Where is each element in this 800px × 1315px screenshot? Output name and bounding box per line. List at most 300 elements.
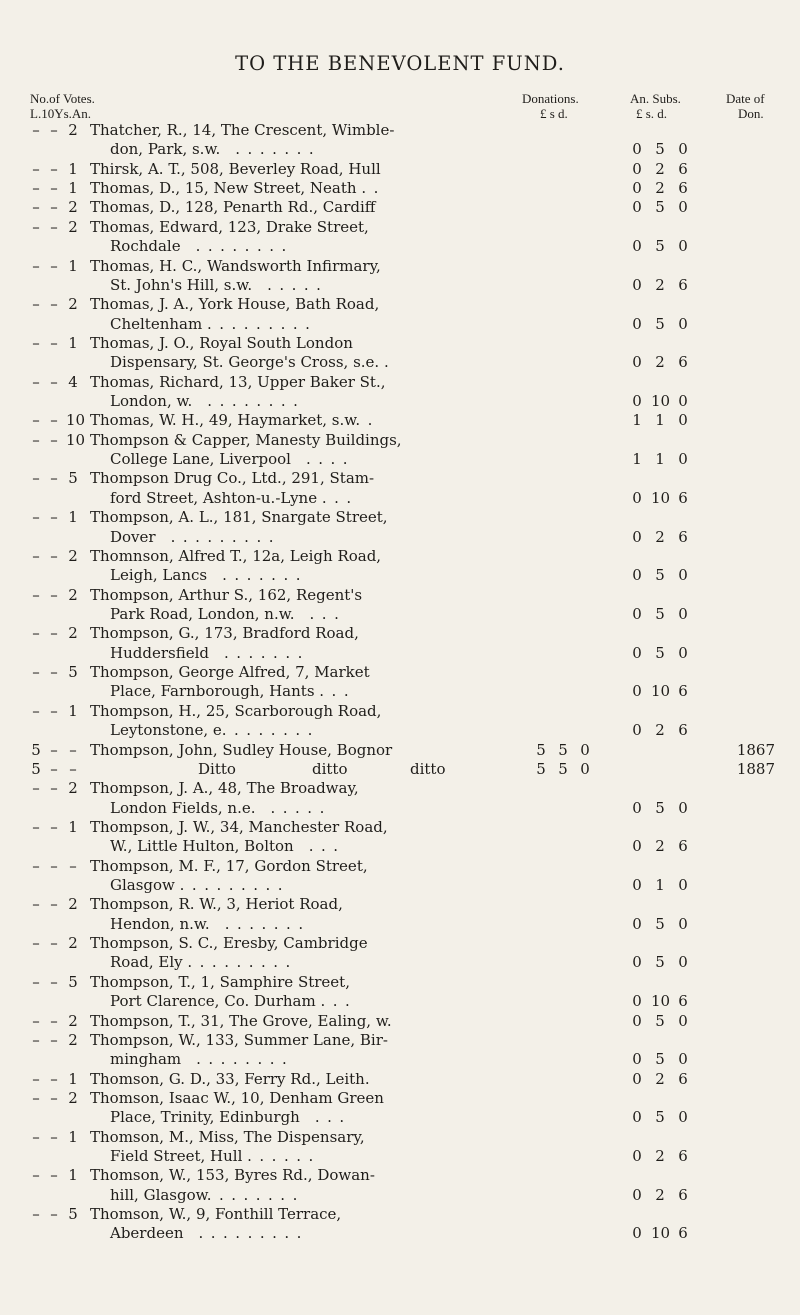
subscription-amount: 0 [632, 1108, 642, 1127]
subscription-amount: 0 [632, 566, 642, 585]
list-item [0, 1147, 800, 1166]
ten-year-votes: – [50, 856, 58, 875]
list-item [0, 605, 800, 624]
list-item [0, 469, 800, 488]
ten-year-votes: – [50, 159, 58, 178]
annual-votes: 4 [68, 372, 78, 391]
life-votes: – [32, 817, 40, 836]
annual-votes: 10 [66, 411, 86, 430]
subscription-amount: 2 [655, 721, 665, 740]
life-votes: – [32, 469, 40, 488]
ten-year-votes: – [50, 411, 58, 430]
subscription-amount: 10 [651, 992, 671, 1011]
subscriber-text: Place, Trinity, Edinburgh . . . [110, 1108, 345, 1127]
life-votes: – [32, 701, 40, 720]
ten-year-votes: – [50, 372, 58, 391]
subscriber-list [0, 121, 800, 1244]
subscriber-text: Thomas, J. A., York House, Bath Road, [90, 295, 380, 314]
list-item [0, 450, 800, 469]
list-item [0, 586, 800, 605]
ten-year-votes: – [50, 779, 58, 798]
annual-votes: 1 [68, 508, 78, 527]
list-item [0, 411, 800, 430]
donation-year: 1867 [736, 740, 775, 759]
subscription-amount: 2 [655, 1069, 665, 1088]
subscription-amount: 0 [678, 314, 688, 333]
list-item [0, 779, 800, 798]
list-item [0, 663, 800, 682]
donation-amount: 0 [580, 740, 590, 759]
list-item [0, 992, 800, 1011]
subscriber-text: Thomnson, Alfred T., 12a, Leigh Road, [90, 546, 382, 565]
ten-year-votes: – [50, 1127, 58, 1146]
ditto-mark: Ditto [198, 759, 236, 778]
life-votes: – [32, 1166, 40, 1185]
annual-votes: 1 [68, 1127, 78, 1146]
subscriber-text: Thomas, D., 128, Penarth Rd., Cardiff [90, 198, 376, 217]
subscription-amount: 0 [632, 527, 642, 546]
list-item [0, 547, 800, 566]
subscription-amount: 0 [678, 643, 688, 662]
subscription-amount: 1 [632, 411, 642, 430]
life-votes: – [32, 179, 40, 198]
list-item [0, 198, 800, 217]
life-votes: – [32, 1205, 40, 1224]
life-votes: – [32, 508, 40, 527]
list-item [0, 334, 800, 353]
life-votes: – [32, 779, 40, 798]
subscription-amount: 0 [678, 914, 688, 933]
ten-year-votes: – [50, 1166, 58, 1185]
subscriber-text: College Lane, Liverpool . . . . [110, 450, 348, 469]
life-votes: – [32, 256, 40, 275]
subscription-amount: 0 [632, 1147, 642, 1166]
list-item [0, 682, 800, 701]
header-subs: An. Subs. [630, 91, 681, 106]
subscription-amount: 1 [655, 411, 665, 430]
subscription-amount: 6 [678, 179, 688, 198]
subscription-amount: 0 [632, 314, 642, 333]
list-item [0, 528, 800, 547]
life-votes: – [32, 217, 40, 236]
subscriber-text: Thompson, S. C., Eresby, Cambridge [90, 934, 368, 953]
list-item [0, 1128, 800, 1147]
subscriber-text: Thomson, G. D., 33, Ferry Rd., Leith. [90, 1069, 370, 1088]
list-item [0, 837, 800, 856]
annual-votes: 5 [68, 663, 78, 682]
subscriber-text: Thompson, H., 25, Scarborough Road, [90, 701, 382, 720]
list-item [0, 857, 800, 876]
list-item [0, 702, 800, 721]
ten-year-votes: – [50, 1011, 58, 1030]
ten-year-votes: – [50, 934, 58, 953]
donation-amount: 5 [558, 740, 568, 759]
list-item [0, 121, 800, 140]
subscriber-text: Aberdeen . . . . . . . . . [110, 1224, 302, 1243]
subscription-amount: 2 [655, 1185, 665, 1204]
subscriber-text: Thompson, J. W., 34, Manchester Road, [90, 817, 388, 836]
list-item [0, 876, 800, 895]
subscription-amount: 0 [678, 392, 688, 411]
subscriber-text: Place, Farnborough, Hants . . . [110, 682, 349, 701]
subscription-amount: 6 [678, 837, 688, 856]
ten-year-votes: – [50, 121, 58, 139]
annual-votes: 1 [68, 1069, 78, 1088]
subscription-amount: 5 [655, 914, 665, 933]
life-votes: – [32, 856, 40, 875]
annual-votes: 1 [68, 179, 78, 198]
subscription-amount: 6 [678, 1185, 688, 1204]
subscriber-text: ford Street, Ashton-u.-Lyne . . . [110, 488, 352, 507]
list-item [0, 799, 800, 818]
annual-votes: 2 [68, 585, 78, 604]
ten-year-votes: – [50, 295, 58, 314]
subscription-amount: 5 [655, 140, 665, 159]
subscriber-text: Thompson, T., 31, The Grove, Ealing, w. [90, 1011, 392, 1030]
subscription-amount: 5 [655, 1050, 665, 1069]
subscriber-text: London, w. . . . . . . . . [110, 392, 298, 411]
subscriber-text: Huddersfield . . . . . . . [110, 643, 303, 662]
subscriber-text: Dover . . . . . . . . . [110, 527, 274, 546]
subscriber-text: W., Little Hulton, Bolton . . . [110, 837, 339, 856]
subscription-amount: 1 [655, 876, 665, 895]
subscriber-text: Port Clarence, Co. Durham . . . [110, 992, 350, 1011]
subscription-amount: 0 [632, 682, 642, 701]
subscription-amount: 2 [655, 159, 665, 178]
subscription-amount: 6 [678, 527, 688, 546]
subscriber-text: Thompson, R. W., 3, Heriot Road, [90, 895, 343, 914]
subscriber-text: Thompson & Capper, Manesty Buildings, [90, 430, 402, 449]
annual-votes: 2 [68, 546, 78, 565]
header-votes: No.of Votes. [30, 91, 95, 106]
annual-votes: 2 [68, 1088, 78, 1107]
list-item [0, 895, 800, 914]
subscriber-text: St. John's Hill, s.w. . . . . . [110, 275, 321, 294]
subscriber-text: Thompson, T., 1, Samphire Street, [90, 972, 350, 991]
subscriber-text: Thomas, J. O., Royal South London [90, 333, 353, 352]
subscriber-text: Thomson, W., 9, Fonthill Terrace, [90, 1205, 342, 1224]
subscriber-text: Thompson, J. A., 48, The Broadway, [90, 779, 359, 798]
list-item [0, 179, 800, 198]
subscription-amount: 0 [678, 604, 688, 623]
header-subs-sub: £ s. d. [636, 106, 668, 121]
ten-year-votes: – [50, 469, 58, 488]
subscription-amount: 0 [632, 159, 642, 178]
life-votes: – [32, 198, 40, 217]
header-donations: Donations. [522, 91, 579, 106]
subscription-amount: 5 [655, 604, 665, 623]
life-votes: – [32, 159, 40, 178]
list-item [0, 257, 800, 276]
life-votes: – [32, 411, 40, 430]
subscription-amount: 0 [678, 566, 688, 585]
annual-votes: 2 [68, 895, 78, 914]
subscription-amount: 0 [678, 140, 688, 159]
list-item [0, 915, 800, 934]
subscription-amount: 6 [678, 1069, 688, 1088]
life-votes: – [32, 430, 40, 449]
ten-year-votes: – [50, 759, 58, 778]
list-item [0, 508, 800, 527]
subscription-amount: 0 [632, 198, 642, 217]
annual-votes: 1 [68, 333, 78, 352]
subscriber-text: hill, Glasgow. . . . . . . . [110, 1185, 298, 1204]
annual-votes: – [69, 740, 77, 759]
life-votes: – [32, 624, 40, 643]
header-votes-sub: L.10Ys.An. [30, 106, 92, 121]
subscription-amount: 0 [632, 953, 642, 972]
list-item [0, 953, 800, 972]
subscription-amount: 10 [651, 1224, 671, 1243]
subscription-amount: 0 [678, 798, 688, 817]
subscription-amount: 5 [655, 198, 665, 217]
list-item [0, 1205, 800, 1224]
list-item [0, 760, 800, 779]
annual-votes: 1 [68, 701, 78, 720]
subscriber-text: London Fields, n.e. . . . . . [110, 798, 325, 817]
list-item [0, 721, 800, 740]
subscriber-text: Thompson, George Alfred, 7, Market [90, 663, 370, 682]
life-votes: – [32, 546, 40, 565]
donation-amount: 5 [536, 759, 546, 778]
subscription-amount: 2 [655, 837, 665, 856]
subscription-amount: 0 [678, 450, 688, 469]
ten-year-votes: – [50, 624, 58, 643]
subscriber-text: don, Park, s.w. . . . . . . . [110, 140, 314, 159]
subscriber-text: Thirsk, A. T., 508, Beverley Road, Hull [90, 159, 381, 178]
life-votes: – [32, 972, 40, 991]
subscription-amount: 0 [632, 837, 642, 856]
donation-amount: 5 [558, 759, 568, 778]
list-item [0, 160, 800, 179]
annual-votes: 2 [68, 934, 78, 953]
subscription-amount: 0 [678, 237, 688, 256]
list-item [0, 237, 800, 256]
subscription-amount: 5 [655, 566, 665, 585]
ten-year-votes: – [50, 256, 58, 275]
ten-year-votes: – [50, 740, 58, 759]
ten-year-votes: – [50, 817, 58, 836]
subscriber-text: Glasgow . . . . . . . . . [110, 876, 283, 895]
subscription-amount: 5 [655, 237, 665, 256]
annual-votes: 10 [66, 430, 86, 449]
annual-votes: – [69, 759, 77, 778]
annual-votes: 2 [68, 198, 78, 217]
ten-year-votes: – [50, 179, 58, 198]
subscriber-text: Rochdale . . . . . . . . [110, 237, 287, 256]
subscriber-text: mingham . . . . . . . . [110, 1050, 287, 1069]
subscription-amount: 5 [655, 953, 665, 972]
subscription-amount: 0 [632, 798, 642, 817]
list-item [0, 489, 800, 508]
subscription-amount: 0 [678, 198, 688, 217]
subscription-amount: 2 [655, 179, 665, 198]
subscription-amount: 0 [632, 1185, 642, 1204]
life-votes: – [32, 1127, 40, 1146]
subscriber-text: Thomson, M., Miss, The Dispensary, [90, 1127, 365, 1146]
subscriber-text: Thomson, Isaac W., 10, Denham Green [90, 1088, 384, 1107]
list-item [0, 353, 800, 372]
subscriber-text: Cheltenham . . . . . . . . . [110, 314, 310, 333]
subscriber-text: Leytonstone, e. . . . . . . . [110, 721, 313, 740]
subscription-amount: 0 [632, 643, 642, 662]
list-item [0, 934, 800, 953]
subscription-amount: 2 [655, 527, 665, 546]
annual-votes: 5 [68, 469, 78, 488]
list-item [0, 218, 800, 237]
subscription-amount: 6 [678, 721, 688, 740]
ten-year-votes: – [50, 333, 58, 352]
life-votes: – [32, 663, 40, 682]
ten-year-votes: – [50, 1088, 58, 1107]
subscription-amount: 1 [632, 450, 642, 469]
annual-votes: 5 [68, 972, 78, 991]
list-item [0, 566, 800, 585]
annual-votes: 2 [68, 121, 78, 139]
subscription-amount: 5 [655, 798, 665, 817]
subscription-amount: 2 [655, 275, 665, 294]
life-votes: – [32, 1011, 40, 1030]
annual-votes: 1 [68, 817, 78, 836]
subscription-amount: 0 [632, 1224, 642, 1243]
list-item [0, 973, 800, 992]
list-item [0, 644, 800, 663]
list-item [0, 1224, 800, 1243]
subscription-amount: 5 [655, 643, 665, 662]
subscription-amount: 0 [678, 1050, 688, 1069]
life-votes: – [32, 895, 40, 914]
subscription-amount: 0 [678, 1011, 688, 1030]
list-item [0, 624, 800, 643]
subscription-amount: 0 [632, 992, 642, 1011]
annual-votes: 2 [68, 1030, 78, 1049]
list-item [0, 1070, 800, 1089]
page-title: TO THE BENEVOLENT FUND. [235, 52, 565, 75]
life-votes: – [32, 1088, 40, 1107]
ditto-mark: ditto [312, 759, 348, 778]
list-item [0, 315, 800, 334]
ten-year-votes: – [50, 430, 58, 449]
ten-year-votes: – [50, 895, 58, 914]
subscriber-text: Thompson, M. F., 17, Gordon Street, [90, 856, 368, 875]
list-item [0, 373, 800, 392]
annual-votes: 2 [68, 1011, 78, 1030]
list-item [0, 1166, 800, 1185]
subscription-amount: 6 [678, 275, 688, 294]
subscription-amount: 2 [655, 1147, 665, 1166]
ten-year-votes: – [50, 972, 58, 991]
ten-year-votes: – [50, 663, 58, 682]
list-item [0, 276, 800, 295]
subscription-amount: 0 [632, 1050, 642, 1069]
header-date-sub: Don. [738, 106, 764, 121]
subscription-amount: 0 [632, 237, 642, 256]
life-votes: – [32, 1030, 40, 1049]
list-item [0, 295, 800, 314]
subscriber-text: Hendon, n.w. . . . . . . . [110, 914, 304, 933]
subscription-amount: 5 [655, 1108, 665, 1127]
life-votes: 5 [31, 759, 41, 778]
subscription-amount: 0 [678, 411, 688, 430]
subscriber-text: Thatcher, R., 14, The Crescent, Wimble- [90, 121, 395, 139]
subscriber-text: Thompson, Arthur S., 162, Regent's [90, 585, 363, 604]
ten-year-votes: – [50, 508, 58, 527]
subscriber-text: Thompson, G., 173, Bradford Road, [90, 624, 359, 643]
subscription-amount: 0 [632, 392, 642, 411]
ditto-mark: ditto [410, 759, 446, 778]
subscriber-text: Thompson, A. L., 181, Snargate Street, [90, 508, 388, 527]
subscriber-text: Thompson Drug Co., Ltd., 291, Stam- [90, 469, 375, 488]
subscriber-text: Thomas, D., 15, New Street, Neath . . [90, 179, 379, 198]
subscription-amount: 6 [678, 488, 688, 507]
annual-votes: – [69, 856, 77, 875]
subscriber-text: Thomas, W. H., 49, Haymarket, s.w. . [90, 411, 373, 430]
list-item [0, 140, 800, 159]
list-item [0, 1186, 800, 1205]
ten-year-votes: – [50, 585, 58, 604]
annual-votes: 1 [68, 1166, 78, 1185]
header-donations-sub: £ s d. [540, 106, 568, 121]
ten-year-votes: – [50, 1069, 58, 1088]
subscriber-text: Park Road, London, n.w. . . . [110, 604, 339, 623]
subscription-amount: 0 [632, 721, 642, 740]
life-votes: – [32, 1069, 40, 1088]
subscription-amount: 5 [655, 1011, 665, 1030]
ten-year-votes: – [50, 1030, 58, 1049]
donation-amount: 0 [580, 759, 590, 778]
list-item [0, 1108, 800, 1127]
ten-year-votes: – [50, 217, 58, 236]
subscription-amount: 0 [632, 275, 642, 294]
list-item [0, 392, 800, 411]
subscription-amount: 0 [678, 1108, 688, 1127]
subscription-amount: 0 [632, 604, 642, 623]
life-votes: – [32, 934, 40, 953]
donation-amount: 5 [536, 740, 546, 759]
list-item [0, 741, 800, 760]
life-votes: – [32, 121, 40, 139]
ten-year-votes: – [50, 701, 58, 720]
life-votes: – [32, 333, 40, 352]
annual-votes: 2 [68, 779, 78, 798]
subscription-amount: 10 [651, 682, 671, 701]
list-item [0, 431, 800, 450]
subscriber-text: Leigh, Lancs . . . . . . . [110, 566, 301, 585]
ten-year-votes: – [50, 198, 58, 217]
list-item [0, 1089, 800, 1108]
list-item [0, 1012, 800, 1031]
subscriber-text: Thomas, H. C., Wandsworth Infirmary, [90, 256, 381, 275]
life-votes: – [32, 295, 40, 314]
subscription-amount: 6 [678, 992, 688, 1011]
list-item [0, 1050, 800, 1069]
life-votes: 5 [31, 740, 41, 759]
subscription-amount: 0 [632, 179, 642, 198]
ten-year-votes: – [50, 1205, 58, 1224]
annual-votes: 5 [68, 1205, 78, 1224]
subscription-amount: 1 [655, 450, 665, 469]
annual-votes: 2 [68, 295, 78, 314]
subscription-amount: 0 [678, 953, 688, 972]
list-item [0, 818, 800, 837]
subscription-amount: 6 [678, 353, 688, 372]
subscription-amount: 0 [632, 353, 642, 372]
subscriber-text: Dispensary, St. George's Cross, s.e. . [110, 353, 389, 372]
list-item [0, 1031, 800, 1050]
annual-votes: 1 [68, 159, 78, 178]
header-date: Date of [726, 91, 765, 106]
subscription-amount: 10 [651, 488, 671, 507]
